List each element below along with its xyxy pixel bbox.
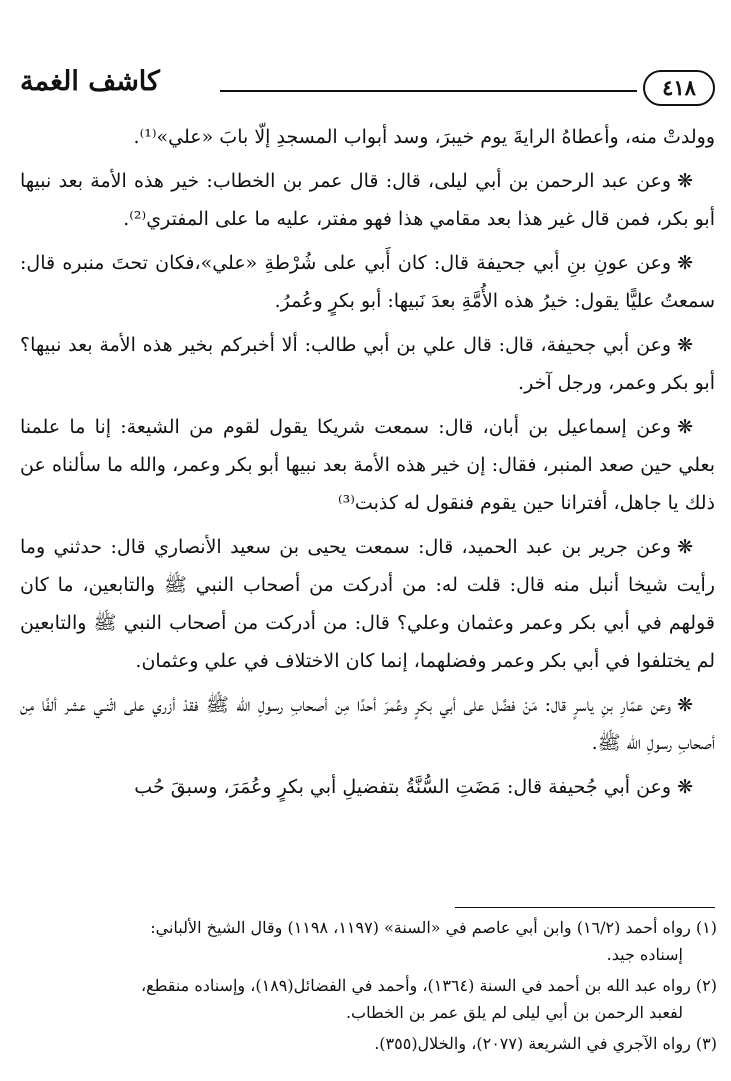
footnote-continuation: لفعبد الرحمن بن أبي ليلى لم يلق عمر بن الخطاب. [345,1003,683,1022]
footnote-number: (١) [695,918,717,937]
paragraph-8 [20,768,715,806]
paragraph-text: وعن أبي جُحيفة قال: مَضَتِ السُّنَّةُ بتفضيلِ أبي بكرٍ وعُمَرَ، وسبقَ حُب [134,776,672,798]
paragraph-text: وعن عمّارِ بنِ ياسرٍ قال: مَنْ فضَّل على أبي بكرٍ وعُمرَ أحدًا مِن أصحابِ رسولِ الله ﷺ فقدْ أزري على اثْنـي عشر ألفًا مِن أصحابِ رسولِ الله ﷺ. [20,694,715,754]
star-icon: ❋ [677,536,693,558]
page-number: ٤١٨ [643,70,715,106]
paragraph-text: وعن عبد الرحمن بن أبي ليلى، قال: قال عمر بن الخطاب: خير هذه الأمة بعد نبيها أبو بكر، فمن قال غير هذا بعد مقامي هذا فهو مفتر، عليه ما على المفتري⁽²⁾. [20,170,715,230]
paragraph-6 [20,528,715,680]
footnote-divider [455,907,715,908]
header-rule [220,90,637,92]
star-icon: ❋ [677,416,693,438]
paragraph-3 [20,244,715,320]
paragraph-4 [20,326,715,402]
paragraph-1 [20,118,715,156]
star-icon: ❋ [677,694,693,716]
paragraph-2 [20,162,715,238]
main-text [20,118,715,812]
paragraph-5 [20,408,715,522]
paragraph-text: وعن جرير بن عبد الحميد، قال: سمعت يحيى بن سعيد الأنصاري قال: حدثني وما رأيت شيخا أنبل منه قال: قلت له: من أدركت من أصحاب النبي ﷺ والتابعين، ما كان قولهم في أبي بكر وعمر وعثمان وعلي؟ قال: من أدركت من أصحاب النبي ﷺ والتابعين لم يختلفوا في أبي بكر وعمر وفضلهما، إنما كان الاختلاف في علي وعثمان. [20,536,715,672]
book-title: كاشف الغمة [20,66,160,97]
paragraph-text: وعن أبي جحيفة، قال: قال علي بن أبي طالب: ألا أخبركم بخير هذه الأمة بعد نبيها؟ أبو بكر وعمر، ورجل آخر. [20,334,715,394]
footnote-3 [18,1030,717,1057]
footnote-number: (٢) [695,976,717,995]
star-icon: ❋ [677,776,693,798]
footnote-text: رواه الآجري في الشريعة (٢٠٧٧)، والخلال(٣٥٥). [374,1034,691,1053]
paragraph-text: وعن إسماعيل بن أبان، قال: سمعت شريكا يقول لقوم من الشيعة: إنا ما علمنا بعلي حين صعد المنبر، فقال: إن خير هذه الأمة بعد نبيها أبو بكر وعمر، والله ما سألناه عن ذلك يا جاهل، أفترانا حين يقوم فنقول له كذبت⁽³⁾ [20,416,715,514]
footnote-text: رواه أحمد (١٦/٢) وابن أبي عاصم في «السنة» (١١٩٧، ١١٩٨) وقال الشيخ الألباني: [150,918,691,937]
paragraph-text: وعن عونِ بنِ أبي جحيفة قال: كان أَبي على شُرْطةِ «علي»،فكان تحتَ منبره قال: سمعتُ عليًّا يقول: خيرُ هذه الأُمَّةِ بعدَ نَبيها: أبو بكرٍ وعُمرُ. [20,252,715,312]
paragraph-text: وولدتْ منه، وأعطاهُ الرايةَ يوم خيبرَ، وسد أبواب المسجدِ إلّا بابَ «علي»⁽¹⁾. [133,126,715,148]
star-icon: ❋ [677,334,693,356]
footnote-2 [18,972,717,1026]
footnote-number: (٣) [695,1034,717,1053]
page-header [20,62,715,112]
footnote-text: رواه عبد الله بن أحمد في السنة (١٣٦٤)، وأحمد في الفضائل(١٨٩)، وإسناده منقطع، [140,976,691,995]
paragraph-7 [20,686,715,762]
star-icon: ❋ [677,252,693,274]
star-icon: ❋ [677,170,693,192]
footnotes [18,914,717,1061]
footnote-continuation: إسناده جيد. [606,945,683,964]
footnote-1 [18,914,717,968]
